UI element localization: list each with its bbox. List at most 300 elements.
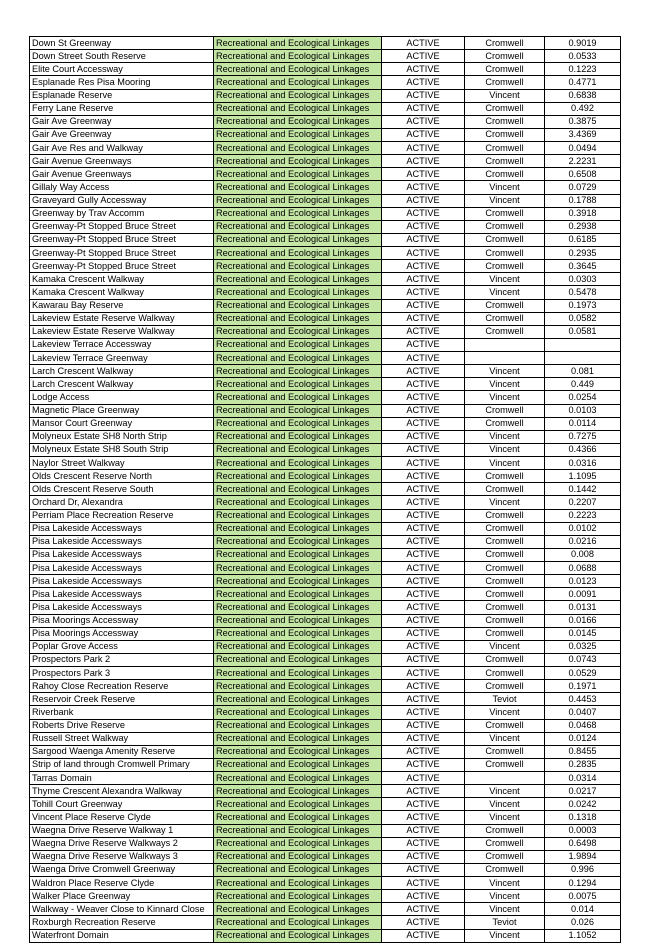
table-row — [30, 260, 621, 273]
reserve-name-cell: Waenga Drive Cromwell Greenway — [30, 863, 214, 876]
table-row — [30, 719, 621, 732]
reserve-name-cell: Magnetic Place Greenway — [30, 404, 214, 417]
table-row — [30, 745, 621, 758]
category-cell: Recreational and Ecological Linkages — [214, 207, 382, 220]
status-cell: ACTIVE — [382, 548, 465, 561]
category-cell: Recreational and Ecological Linkages — [214, 404, 382, 417]
area-cell: 0.1223 — [545, 63, 621, 76]
status-cell: ACTIVE — [382, 732, 465, 745]
status-cell: ACTIVE — [382, 680, 465, 693]
ward-cell: Cromwell — [465, 850, 545, 863]
reserve-name-cell: Pisa Lakeside Accessways — [30, 535, 214, 548]
area-cell: 0.0303 — [545, 273, 621, 286]
ward-cell: Cromwell — [465, 260, 545, 273]
category-cell: Recreational and Ecological Linkages — [214, 325, 382, 338]
table-row — [30, 706, 621, 719]
table-row — [30, 50, 621, 63]
area-cell — [545, 352, 621, 365]
category-cell: Recreational and Ecological Linkages — [214, 286, 382, 299]
category-cell: Recreational and Ecological Linkages — [214, 798, 382, 811]
category-cell: Recreational and Ecological Linkages — [214, 903, 382, 916]
reserves-table-body — [30, 37, 621, 943]
ward-cell: Cromwell — [465, 404, 545, 417]
status-cell: ACTIVE — [382, 63, 465, 76]
table-row — [30, 299, 621, 312]
reserve-name-cell: Reservoir Creek Reserve — [30, 693, 214, 706]
status-cell: ACTIVE — [382, 365, 465, 378]
status-cell: ACTIVE — [382, 233, 465, 246]
ward-cell — [465, 352, 545, 365]
table-row — [30, 601, 621, 614]
category-cell: Recreational and Ecological Linkages — [214, 299, 382, 312]
ward-cell: Vincent — [465, 811, 545, 824]
area-cell: 0.6508 — [545, 168, 621, 181]
ward-cell: Cromwell — [465, 680, 545, 693]
category-cell: Recreational and Ecological Linkages — [214, 391, 382, 404]
ward-cell: Cromwell — [465, 220, 545, 233]
category-cell: Recreational and Ecological Linkages — [214, 588, 382, 601]
area-cell: 0.0131 — [545, 601, 621, 614]
category-cell: Recreational and Ecological Linkages — [214, 680, 382, 693]
reserve-name-cell: Lakeview Estate Reserve Walkway — [30, 325, 214, 338]
table-row — [30, 404, 621, 417]
category-cell: Recreational and Ecological Linkages — [214, 168, 382, 181]
area-cell: 0.0581 — [545, 325, 621, 338]
status-cell: ACTIVE — [382, 850, 465, 863]
reserve-name-cell: Orchard Dr, Alexandra — [30, 496, 214, 509]
ward-cell: Vincent — [465, 273, 545, 286]
ward-cell: Cromwell — [465, 535, 545, 548]
area-cell: 0.0254 — [545, 391, 621, 404]
area-cell: 0.2223 — [545, 509, 621, 522]
reserve-name-cell: Lodge Access — [30, 391, 214, 404]
ward-cell: Cromwell — [465, 50, 545, 63]
area-cell: 0.0325 — [545, 640, 621, 653]
area-cell: 0.8455 — [545, 745, 621, 758]
area-cell: 0.2207 — [545, 496, 621, 509]
ward-cell: Cromwell — [465, 614, 545, 627]
area-cell: 0.9019 — [545, 37, 621, 50]
area-cell: 0.0582 — [545, 312, 621, 325]
area-cell: 0.6185 — [545, 233, 621, 246]
ward-cell: Vincent — [465, 286, 545, 299]
category-cell: Recreational and Ecological Linkages — [214, 102, 382, 115]
area-cell: 0.2935 — [545, 247, 621, 260]
category-cell: Recreational and Ecological Linkages — [214, 76, 382, 89]
table-row — [30, 522, 621, 535]
status-cell: ACTIVE — [382, 693, 465, 706]
status-cell: ACTIVE — [382, 220, 465, 233]
area-cell: 0.1442 — [545, 483, 621, 496]
status-cell: ACTIVE — [382, 89, 465, 102]
category-cell: Recreational and Ecological Linkages — [214, 273, 382, 286]
table-row — [30, 457, 621, 470]
ward-cell: Cromwell — [465, 470, 545, 483]
table-row — [30, 640, 621, 653]
ward-cell: Vincent — [465, 929, 545, 942]
ward-cell: Cromwell — [465, 128, 545, 141]
ward-cell: Cromwell — [465, 483, 545, 496]
area-cell: 0.0166 — [545, 614, 621, 627]
reserve-name-cell: Pisa Lakeside Accessways — [30, 548, 214, 561]
status-cell: ACTIVE — [382, 588, 465, 601]
ward-cell: Cromwell — [465, 102, 545, 115]
category-cell: Recreational and Ecological Linkages — [214, 863, 382, 876]
reserve-name-cell: Riverbank — [30, 706, 214, 719]
status-cell: ACTIVE — [382, 785, 465, 798]
ward-cell: Cromwell — [465, 299, 545, 312]
status-cell: ACTIVE — [382, 798, 465, 811]
reserve-name-cell: Greenway-Pt Stopped Bruce Street — [30, 233, 214, 246]
status-cell: ACTIVE — [382, 601, 465, 614]
ward-cell: Cromwell — [465, 168, 545, 181]
table-row — [30, 128, 621, 141]
status-cell: ACTIVE — [382, 50, 465, 63]
reserve-name-cell: Waldron Place Reserve Clyde — [30, 877, 214, 890]
table-row — [30, 483, 621, 496]
reserve-name-cell: Gair Ave Greenway — [30, 115, 214, 128]
category-cell: Recreational and Ecological Linkages — [214, 443, 382, 456]
table-row — [30, 588, 621, 601]
reserves-table — [29, 36, 621, 943]
table-row — [30, 378, 621, 391]
status-cell: ACTIVE — [382, 824, 465, 837]
reserve-name-cell: Lakeview Estate Reserve Walkway — [30, 312, 214, 325]
area-cell: 0.0114 — [545, 417, 621, 430]
ward-cell — [465, 772, 545, 785]
table-row — [30, 181, 621, 194]
area-cell: 0.0102 — [545, 522, 621, 535]
reserve-name-cell: Kamaka Crescent Walkway — [30, 273, 214, 286]
category-cell: Recreational and Ecological Linkages — [214, 732, 382, 745]
ward-cell: Cromwell — [465, 312, 545, 325]
status-cell: ACTIVE — [382, 417, 465, 430]
category-cell: Recreational and Ecological Linkages — [214, 247, 382, 260]
category-cell: Recreational and Ecological Linkages — [214, 837, 382, 850]
status-cell: ACTIVE — [382, 378, 465, 391]
ward-cell: Cromwell — [465, 142, 545, 155]
status-cell: ACTIVE — [382, 142, 465, 155]
table-row — [30, 772, 621, 785]
status-cell: ACTIVE — [382, 811, 465, 824]
category-cell: Recreational and Ecological Linkages — [214, 194, 382, 207]
status-cell: ACTIVE — [382, 325, 465, 338]
reserve-name-cell: Greenway by Trav Accomm — [30, 207, 214, 220]
ward-cell: Cromwell — [465, 837, 545, 850]
status-cell: ACTIVE — [382, 916, 465, 929]
area-cell: 0.0123 — [545, 575, 621, 588]
status-cell: ACTIVE — [382, 37, 465, 50]
category-cell: Recreational and Ecological Linkages — [214, 220, 382, 233]
area-cell: 0.0688 — [545, 562, 621, 575]
table-row — [30, 194, 621, 207]
status-cell: ACTIVE — [382, 207, 465, 220]
reserve-name-cell: Prospectors Park 3 — [30, 667, 214, 680]
table-row — [30, 220, 621, 233]
reserve-name-cell: Pisa Lakeside Accessways — [30, 575, 214, 588]
table-row — [30, 207, 621, 220]
area-cell: 0.0533 — [545, 50, 621, 63]
status-cell: ACTIVE — [382, 575, 465, 588]
status-cell: ACTIVE — [382, 312, 465, 325]
reserve-name-cell: Pisa Lakeside Accessways — [30, 522, 214, 535]
status-cell: ACTIVE — [382, 653, 465, 666]
status-cell: ACTIVE — [382, 155, 465, 168]
status-cell: ACTIVE — [382, 404, 465, 417]
area-cell: 0.0407 — [545, 706, 621, 719]
area-cell: 0.6838 — [545, 89, 621, 102]
table-row — [30, 312, 621, 325]
category-cell: Recreational and Ecological Linkages — [214, 693, 382, 706]
area-cell: 0.4453 — [545, 693, 621, 706]
reserve-name-cell: Greenway-Pt Stopped Bruce Street — [30, 260, 214, 273]
reserve-name-cell: Sargood Waenga Amenity Reserve — [30, 745, 214, 758]
ward-cell: Vincent — [465, 378, 545, 391]
reserve-name-cell: Esplanade Reserve — [30, 89, 214, 102]
reserve-name-cell: Pisa Moorings Accessway — [30, 614, 214, 627]
category-cell: Recreational and Ecological Linkages — [214, 37, 382, 50]
area-cell: 0.5478 — [545, 286, 621, 299]
category-cell: Recreational and Ecological Linkages — [214, 614, 382, 627]
area-cell: 0.0529 — [545, 667, 621, 680]
status-cell: ACTIVE — [382, 483, 465, 496]
table-row — [30, 430, 621, 443]
area-cell: 0.0729 — [545, 181, 621, 194]
status-cell: ACTIVE — [382, 745, 465, 758]
area-cell: 0.492 — [545, 102, 621, 115]
category-cell: Recreational and Ecological Linkages — [214, 417, 382, 430]
status-cell: ACTIVE — [382, 640, 465, 653]
status-cell: ACTIVE — [382, 863, 465, 876]
table-row — [30, 837, 621, 850]
reserve-name-cell: Waegna Drive Reserve Walkways 3 — [30, 850, 214, 863]
area-cell: 0.996 — [545, 863, 621, 876]
area-cell: 1.1052 — [545, 929, 621, 942]
area-cell: 0.0468 — [545, 719, 621, 732]
area-cell: 0.0145 — [545, 627, 621, 640]
category-cell: Recreational and Ecological Linkages — [214, 745, 382, 758]
reserve-name-cell: Greenway-Pt Stopped Bruce Street — [30, 247, 214, 260]
category-cell: Recreational and Ecological Linkages — [214, 312, 382, 325]
reserve-name-cell: Pisa Moorings Accessway — [30, 627, 214, 640]
area-cell: 0.0743 — [545, 653, 621, 666]
ward-cell: Vincent — [465, 890, 545, 903]
area-cell: 0.0242 — [545, 798, 621, 811]
category-cell: Recreational and Ecological Linkages — [214, 338, 382, 351]
category-cell: Recreational and Ecological Linkages — [214, 470, 382, 483]
ward-cell: Cromwell — [465, 207, 545, 220]
reserve-name-cell: Tarras Domain — [30, 772, 214, 785]
category-cell: Recreational and Ecological Linkages — [214, 509, 382, 522]
area-cell: 0.014 — [545, 903, 621, 916]
status-cell: ACTIVE — [382, 115, 465, 128]
table-row — [30, 575, 621, 588]
reserve-name-cell: Graveyard Gully Accessway — [30, 194, 214, 207]
area-cell: 0.008 — [545, 548, 621, 561]
status-cell: ACTIVE — [382, 273, 465, 286]
category-cell: Recreational and Ecological Linkages — [214, 850, 382, 863]
ward-cell: Vincent — [465, 89, 545, 102]
ward-cell: Cromwell — [465, 824, 545, 837]
table-row — [30, 168, 621, 181]
ward-cell: Vincent — [465, 457, 545, 470]
ward-cell: Vincent — [465, 496, 545, 509]
ward-cell: Vincent — [465, 640, 545, 653]
ward-cell: Cromwell — [465, 509, 545, 522]
reserve-name-cell: Naylor Street Walkway — [30, 457, 214, 470]
category-cell: Recreational and Ecological Linkages — [214, 772, 382, 785]
ward-cell: Vincent — [465, 877, 545, 890]
reserve-name-cell: Waegna Drive Reserve Walkway 1 — [30, 824, 214, 837]
table-row — [30, 391, 621, 404]
ward-cell: Vincent — [465, 732, 545, 745]
status-cell: ACTIVE — [382, 903, 465, 916]
status-cell: ACTIVE — [382, 299, 465, 312]
ward-cell: Cromwell — [465, 627, 545, 640]
ward-cell: Teviot — [465, 916, 545, 929]
table-row — [30, 916, 621, 929]
table-row — [30, 233, 621, 246]
area-cell: 0.0003 — [545, 824, 621, 837]
reserve-name-cell: Ferry Lane Reserve — [30, 102, 214, 115]
table-row — [30, 863, 621, 876]
ward-cell: Cromwell — [465, 575, 545, 588]
table-row — [30, 877, 621, 890]
status-cell: ACTIVE — [382, 496, 465, 509]
table-row — [30, 37, 621, 50]
status-cell: ACTIVE — [382, 430, 465, 443]
table-row — [30, 496, 621, 509]
reserve-name-cell: Esplanade Res Pisa Mooring — [30, 76, 214, 89]
reserve-name-cell: Lakeview Terrace Greenway — [30, 352, 214, 365]
ward-cell: Cromwell — [465, 588, 545, 601]
table-row — [30, 548, 621, 561]
ward-cell: Vincent — [465, 365, 545, 378]
category-cell: Recreational and Ecological Linkages — [214, 785, 382, 798]
category-cell: Recreational and Ecological Linkages — [214, 115, 382, 128]
reserve-name-cell: Kawarau Bay Reserve — [30, 299, 214, 312]
area-cell: 3.4369 — [545, 128, 621, 141]
reserve-name-cell: Mansor Court Greenway — [30, 417, 214, 430]
category-cell: Recreational and Ecological Linkages — [214, 89, 382, 102]
table-row — [30, 470, 621, 483]
table-row — [30, 850, 621, 863]
ward-cell: Cromwell — [465, 417, 545, 430]
status-cell: ACTIVE — [382, 758, 465, 771]
table-row — [30, 798, 621, 811]
reserve-name-cell: Down Street South Reserve — [30, 50, 214, 63]
status-cell: ACTIVE — [382, 338, 465, 351]
ward-cell: Vincent — [465, 785, 545, 798]
table-row — [30, 732, 621, 745]
ward-cell: Cromwell — [465, 233, 545, 246]
status-cell: ACTIVE — [382, 890, 465, 903]
table-row — [30, 352, 621, 365]
area-cell: 0.0124 — [545, 732, 621, 745]
category-cell: Recreational and Ecological Linkages — [214, 535, 382, 548]
reserve-name-cell: Walker Place Greenway — [30, 890, 214, 903]
area-cell — [545, 338, 621, 351]
table-row — [30, 929, 621, 942]
ward-cell: Cromwell — [465, 76, 545, 89]
category-cell: Recreational and Ecological Linkages — [214, 575, 382, 588]
status-cell: ACTIVE — [382, 522, 465, 535]
ward-cell: Cromwell — [465, 653, 545, 666]
table-row — [30, 667, 621, 680]
category-cell: Recreational and Ecological Linkages — [214, 457, 382, 470]
area-cell: 0.1971 — [545, 680, 621, 693]
table-row — [30, 535, 621, 548]
reserve-name-cell: Roberts Drive Reserve — [30, 719, 214, 732]
reserve-name-cell: Tohill Court Greenway — [30, 798, 214, 811]
area-cell: 0.0494 — [545, 142, 621, 155]
reserve-name-cell: Thyme Crescent Alexandra Walkway — [30, 785, 214, 798]
table-row — [30, 811, 621, 824]
status-cell: ACTIVE — [382, 667, 465, 680]
status-cell: ACTIVE — [382, 76, 465, 89]
ward-cell: Cromwell — [465, 758, 545, 771]
category-cell: Recreational and Ecological Linkages — [214, 142, 382, 155]
area-cell: 0.4366 — [545, 443, 621, 456]
status-cell: ACTIVE — [382, 457, 465, 470]
category-cell: Recreational and Ecological Linkages — [214, 719, 382, 732]
status-cell: ACTIVE — [382, 286, 465, 299]
status-cell: ACTIVE — [382, 352, 465, 365]
table-row — [30, 155, 621, 168]
status-cell: ACTIVE — [382, 443, 465, 456]
ward-cell: Cromwell — [465, 562, 545, 575]
reserve-name-cell: Poplar Grove Access — [30, 640, 214, 653]
ward-cell: Cromwell — [465, 115, 545, 128]
reserve-name-cell: Kamaka Crescent Walkway — [30, 286, 214, 299]
category-cell: Recreational and Ecological Linkages — [214, 548, 382, 561]
ward-cell: Vincent — [465, 194, 545, 207]
ward-cell: Cromwell — [465, 719, 545, 732]
ward-cell: Cromwell — [465, 522, 545, 535]
status-cell: ACTIVE — [382, 181, 465, 194]
category-cell: Recreational and Ecological Linkages — [214, 181, 382, 194]
reserve-name-cell: Pisa Lakeside Accessways — [30, 601, 214, 614]
status-cell: ACTIVE — [382, 128, 465, 141]
area-cell: 1.9894 — [545, 850, 621, 863]
area-cell: 0.0217 — [545, 785, 621, 798]
area-cell: 0.026 — [545, 916, 621, 929]
status-cell: ACTIVE — [382, 168, 465, 181]
table-row — [30, 903, 621, 916]
area-cell: 0.3918 — [545, 207, 621, 220]
category-cell: Recreational and Ecological Linkages — [214, 378, 382, 391]
reserve-name-cell: Waegna Drive Reserve Walkways 2 — [30, 837, 214, 850]
category-cell: Recreational and Ecological Linkages — [214, 653, 382, 666]
category-cell: Recreational and Ecological Linkages — [214, 929, 382, 942]
category-cell: Recreational and Ecological Linkages — [214, 811, 382, 824]
status-cell: ACTIVE — [382, 535, 465, 548]
table-row — [30, 509, 621, 522]
ward-cell: Cromwell — [465, 247, 545, 260]
table-row — [30, 63, 621, 76]
ward-cell: Vincent — [465, 798, 545, 811]
area-cell: 0.0075 — [545, 890, 621, 903]
ward-cell: Vincent — [465, 903, 545, 916]
ward-cell: Cromwell — [465, 155, 545, 168]
reserve-name-cell: Rahoy Close Recreation Reserve — [30, 680, 214, 693]
reserve-name-cell: Russell Street Walkway — [30, 732, 214, 745]
table-row — [30, 102, 621, 115]
ward-cell: Cromwell — [465, 325, 545, 338]
ward-cell: Cromwell — [465, 37, 545, 50]
table-row — [30, 76, 621, 89]
category-cell: Recreational and Ecological Linkages — [214, 706, 382, 719]
